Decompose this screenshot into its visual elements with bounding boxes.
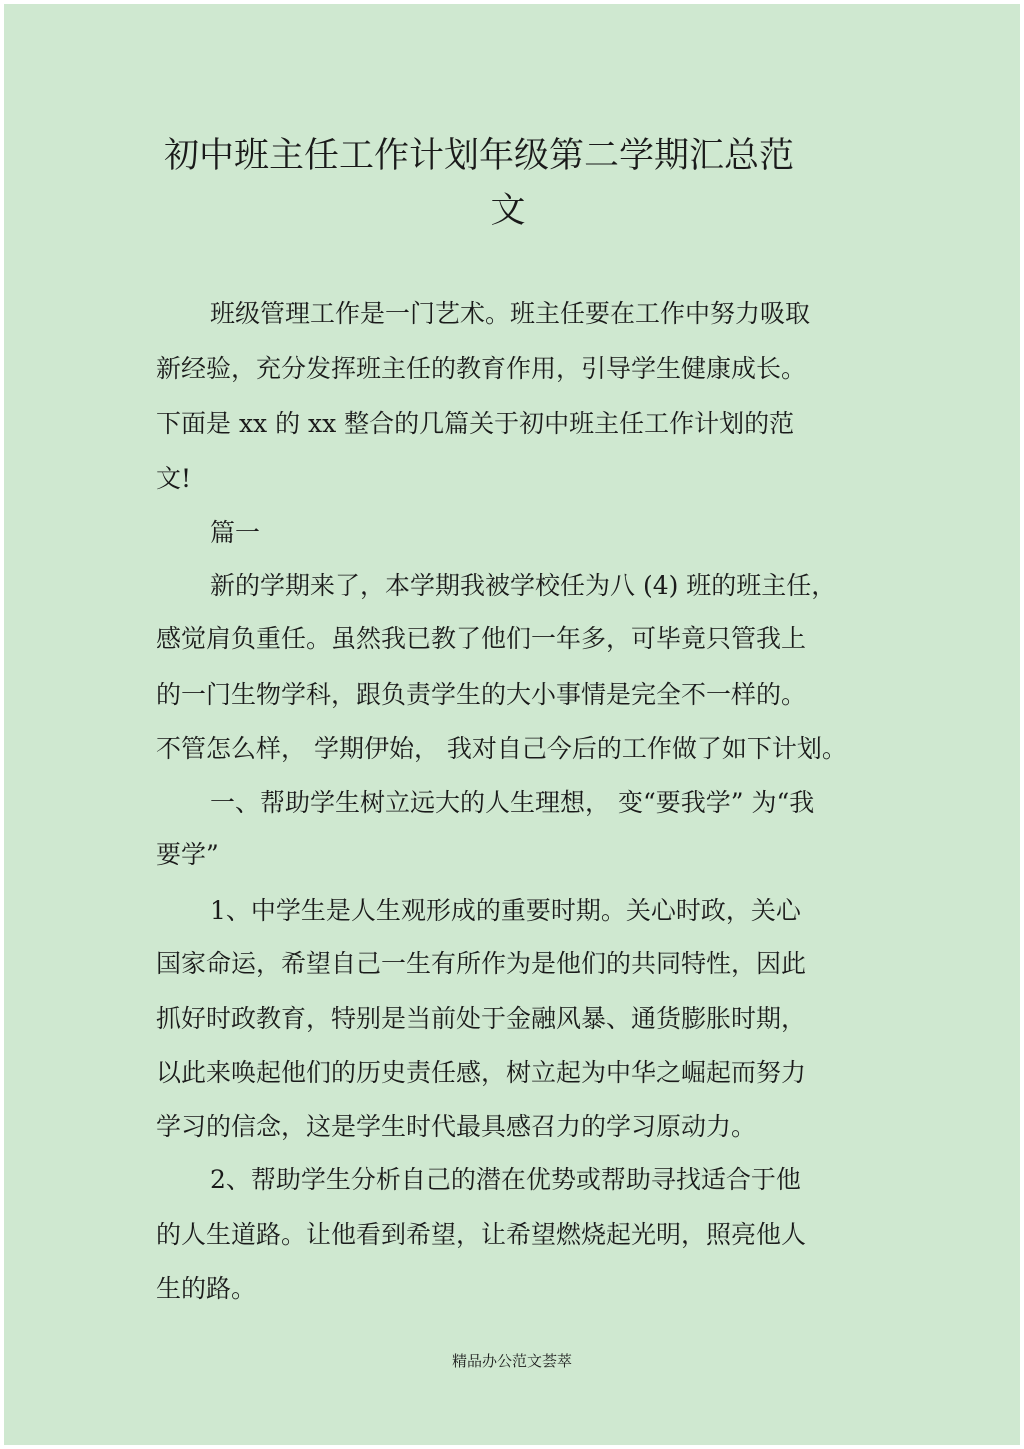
paragraph-line: 的人生道路。让他看到希望，让希望燃烧起光明，照亮他人 (156, 1220, 807, 1249)
document-title-line-1: 初中班主任工作计划年级第二学期汇总范 (163, 136, 794, 176)
paragraph-line: 国家命运，希望自己一生有所作为是他们的共同特性，因此 (156, 949, 807, 978)
document-title-line-2: 文 (490, 191, 526, 231)
paragraph-line: 抓好时政教育，特别是当前处于金融风暴、通货膨胀时期， (156, 1004, 807, 1033)
paragraph-line: 班级管理工作是一门艺术。班主任要在工作中努力吸取 (210, 299, 811, 328)
page-footer: 精品办公范文荟萃 (451, 1352, 572, 1370)
paragraph-line: 2、帮助学生分析自己的潜在优势或帮助寻找适合于他 (210, 1165, 801, 1194)
paragraph-line: 感觉肩负重任。虽然我已教了他们一年多，可毕竟只管我上 (156, 624, 807, 653)
paragraph-line: 不管怎么样， 学期伊始， 我对自己今后的工作做了如下计划。 (156, 734, 847, 763)
paragraph-line: 以此来唤起他们的历史责任感，树立起为中华之崛起而努力 (156, 1058, 807, 1087)
paragraph-line: 文! (156, 464, 192, 493)
paragraph-line: 生的路。 (156, 1274, 257, 1303)
paragraph-line: 学习的信念，这是学生时代最具感召力的学习原动力。 (156, 1112, 757, 1141)
document-page (4, 4, 1020, 1445)
subheading-line: 要学” (156, 840, 219, 869)
paragraph-line: 新的学期来了，本学期我被学校任为八 (4) 班的班主任， (210, 571, 837, 600)
paragraph-line: 1、中学生是人生观形成的重要时期。关心时政，关心 (210, 896, 801, 925)
paragraph-line: 新经验，充分发挥班主任的教育作用，引导学生健康成长。 (156, 354, 807, 383)
paragraph-line: 的一门生物学科，跟负责学生的大小事情是完全不一样的。 (156, 680, 807, 709)
section-heading: 篇一 (210, 518, 261, 547)
subheading-line: 一、帮助学生树立远大的人生理想， 变“要我学” 为“我 (210, 788, 815, 817)
paragraph-line: 下面是 xx 的 xx 整合的几篇关于初中班主任工作计划的范 (156, 409, 795, 438)
